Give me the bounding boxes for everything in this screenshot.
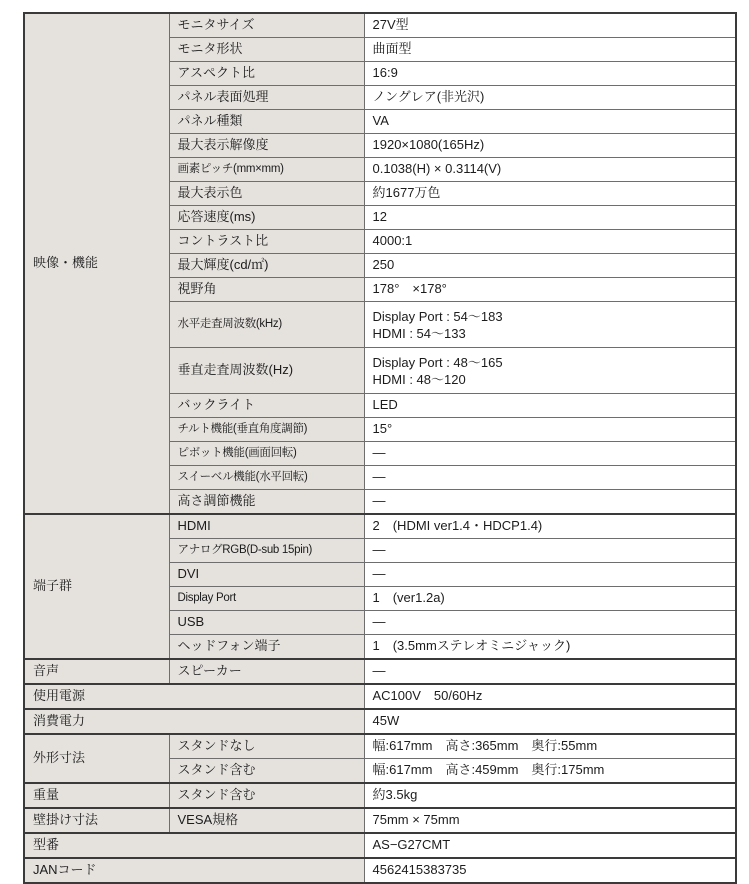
spec-value-cell: 4562415383735 — [364, 858, 736, 883]
spec-value-cell: AC100V 50/60Hz — [364, 684, 736, 709]
spec-label-cell: 最大輝度(cd/㎡) — [169, 254, 364, 278]
spec-value-cell: — — [364, 611, 736, 635]
spec-value-cell: 1 (ver1.2a) — [364, 587, 736, 611]
category-cell: 重量 — [24, 783, 169, 808]
category-cell: 型番 — [24, 833, 364, 858]
spec-table-wrapper — [23, 12, 737, 884]
spec-value-cell: VA — [364, 110, 736, 134]
spec-value-cell: 曲面型 — [364, 38, 736, 62]
spec-value-cell: 15° — [364, 418, 736, 442]
spec-value-line: HDMI : 48〜120 — [372, 371, 466, 387]
spec-label-cell: VESA規格 — [169, 808, 364, 833]
spec-value-cell: — — [364, 539, 736, 563]
category-cell: 映像・機能 — [24, 13, 169, 514]
spec-value-cell: 0.1038(H) × 0.3114(V) — [364, 158, 736, 182]
spec-value-cell: 27V型 — [364, 13, 736, 38]
spec-label-cell: チルト機能(垂直角度調節) — [169, 418, 364, 442]
spec-value-cell: LED — [364, 394, 736, 418]
spec-value-cell — [364, 348, 736, 394]
spec-value-cell: 75mm × 75mm — [364, 808, 736, 833]
spec-row — [24, 659, 736, 684]
spec-value-cell: — — [364, 466, 736, 490]
spec-row — [24, 858, 736, 883]
spec-label-cell: スタンド含む — [169, 759, 364, 784]
spec-label-cell: アナログRGB(D-sub 15pin) — [169, 539, 364, 563]
spec-value-cell: 12 — [364, 206, 736, 230]
spec-value-cell: 幅:617mm 高さ:459mm 奥行:175mm — [364, 759, 736, 784]
spec-label-cell: 最大表示解像度 — [169, 134, 364, 158]
spec-value-cell: — — [364, 659, 736, 684]
spec-label-cell: 最大表示色 — [169, 182, 364, 206]
spec-row — [24, 808, 736, 833]
spec-label-cell: アスペクト比 — [169, 62, 364, 86]
spec-value-line: Display Port : 48〜165 — [372, 354, 503, 370]
spec-row — [24, 514, 736, 539]
spec-value-cell: 1 (3.5mmステレオミニジャック) — [364, 635, 736, 660]
spec-label-cell: 画素ピッチ(mm×mm) — [169, 158, 364, 182]
spec-value-cell: — — [364, 563, 736, 587]
spec-value-line: Display Port : 54〜183 — [372, 308, 503, 324]
spec-value-line: HDMI : 54〜133 — [372, 325, 466, 341]
spec-label-cell: パネル種類 — [169, 110, 364, 134]
spec-row — [24, 734, 736, 759]
category-cell: 外形寸法 — [24, 734, 169, 783]
spec-label-cell: スイーベル機能(水平回転) — [169, 466, 364, 490]
category-cell: JANコード — [24, 858, 364, 883]
spec-label-cell: HDMI — [169, 514, 364, 539]
spec-value-cell: — — [364, 442, 736, 466]
spec-value-cell: 178° ×178° — [364, 278, 736, 302]
spec-value-cell: ノングレア(非光沢) — [364, 86, 736, 110]
spec-row — [24, 684, 736, 709]
spec-value-cell: AS−G27CMT — [364, 833, 736, 858]
spec-row — [24, 13, 736, 38]
spec-label-cell: 水平走査周波数(kHz) — [169, 302, 364, 348]
spec-label-cell: 視野角 — [169, 278, 364, 302]
spec-label-cell: ヘッドフォン端子 — [169, 635, 364, 660]
spec-label-cell: 応答速度(ms) — [169, 206, 364, 230]
category-cell: 使用電源 — [24, 684, 364, 709]
spec-label-cell: DVI — [169, 563, 364, 587]
spec-label-cell: バックライト — [169, 394, 364, 418]
spec-row — [24, 709, 736, 734]
spec-label-cell: USB — [169, 611, 364, 635]
spec-value-cell: 4000:1 — [364, 230, 736, 254]
spec-value-cell: 16:9 — [364, 62, 736, 86]
spec-value-cell — [364, 302, 736, 348]
spec-value-cell: 250 — [364, 254, 736, 278]
spec-label-cell: コントラスト比 — [169, 230, 364, 254]
spec-label-cell: モニタ形状 — [169, 38, 364, 62]
spec-label-cell: 高さ調節機能 — [169, 490, 364, 515]
spec-row — [24, 833, 736, 858]
spec-row — [24, 783, 736, 808]
spec-value-cell: 約3.5kg — [364, 783, 736, 808]
spec-label-cell: Display Port — [169, 587, 364, 611]
spec-label-cell: 垂直走査周波数(Hz) — [169, 348, 364, 394]
spec-label-cell: スピーカー — [169, 659, 364, 684]
spec-label-cell: スタンド含む — [169, 783, 364, 808]
category-cell: 消費電力 — [24, 709, 364, 734]
category-cell: 壁掛け寸法 — [24, 808, 169, 833]
category-cell: 端子群 — [24, 514, 169, 659]
spec-table — [23, 12, 737, 884]
spec-value-cell: 2 (HDMI ver1.4・HDCP1.4) — [364, 514, 736, 539]
spec-value-cell: 幅:617mm 高さ:365mm 奥行:55mm — [364, 734, 736, 759]
spec-table-body — [24, 13, 736, 883]
spec-value-cell: 1920×1080(165Hz) — [364, 134, 736, 158]
spec-value-cell: 45W — [364, 709, 736, 734]
spec-label-cell: パネル表面処理 — [169, 86, 364, 110]
category-cell: 音声 — [24, 659, 169, 684]
spec-label-cell: モニタサイズ — [169, 13, 364, 38]
spec-value-cell: 約1677万色 — [364, 182, 736, 206]
spec-value-cell: — — [364, 490, 736, 515]
spec-label-cell: スタンドなし — [169, 734, 364, 759]
spec-label-cell: ピボット機能(画面回転) — [169, 442, 364, 466]
